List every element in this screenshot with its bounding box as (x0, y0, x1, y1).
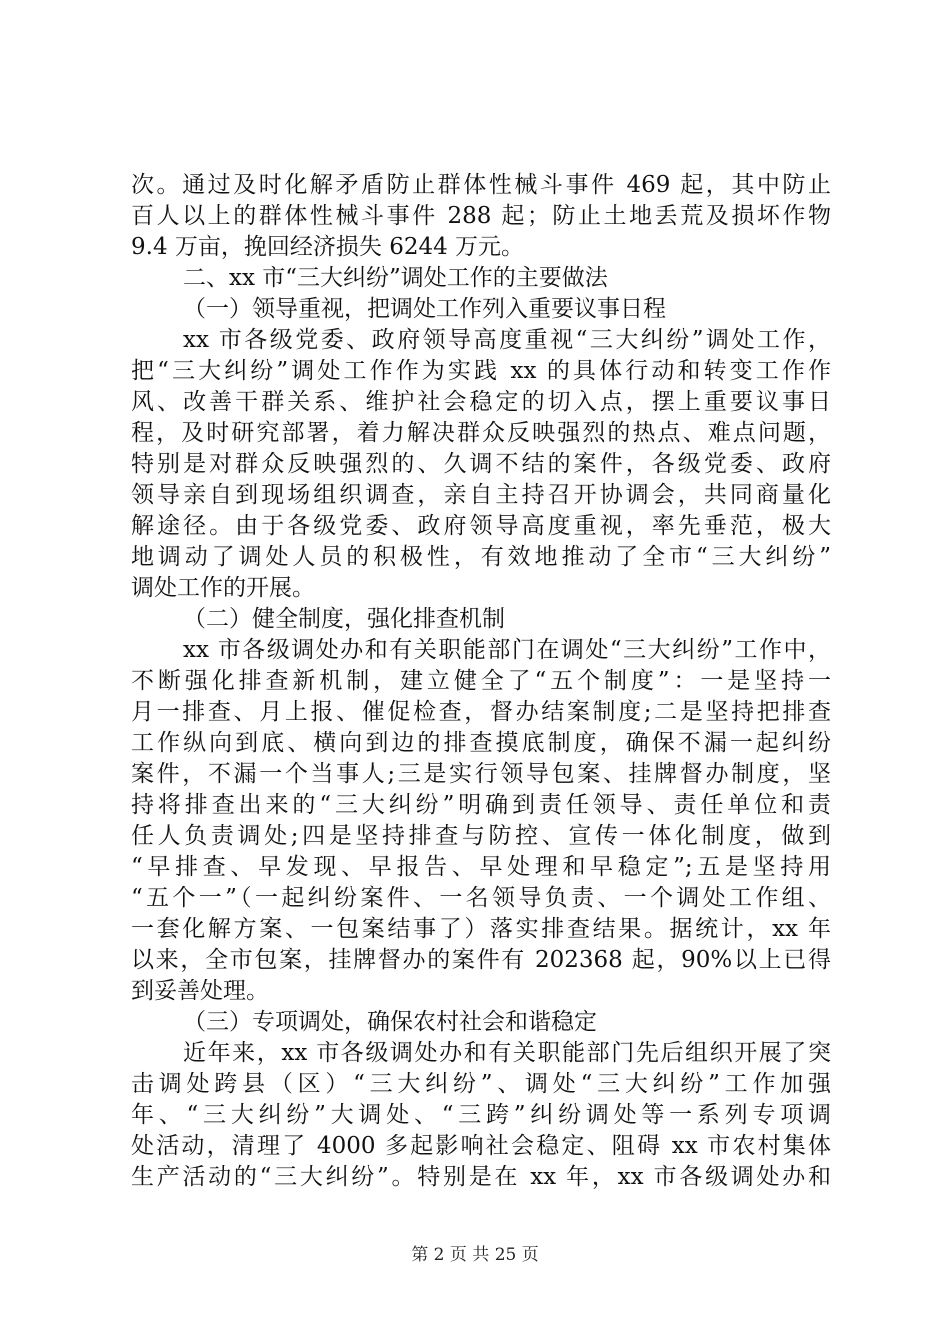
text-line: 解途径。由于各级党委、政府领导高度重视，率先垂范，极大 (131, 513, 831, 539)
text-line: 调处工作的开展。 (131, 575, 315, 601)
text-line: “早排查、早发现、早报告、早处理和早稳定”;五是坚持用 (131, 854, 831, 880)
text-line: 近年来，xx 市各级调处办和有关职能部门先后组织开展了突 (183, 1040, 831, 1066)
text-line: 把“三大纠纷”调处工作作为实践 xx 的具体行动和转变工作作 (131, 358, 831, 384)
page-footer: 第 2 页 共 25 页 (411, 1245, 539, 1265)
text-line: xx 市各级党委、政府领导高度重视“三大纠纷”调处工作， (183, 327, 831, 353)
text-line: 生产活动的“三大纠纷”。特别是在 xx 年，xx 市各级调处办和 (131, 1164, 831, 1190)
subsection-heading: （二）健全制度，强化排查机制 (183, 606, 505, 632)
text-line: 次。通过及时化解矛盾防止群体性械斗事件 469 起，其中防止 (131, 172, 831, 198)
text-line: 程，及时研究部署，着力解决群众反映强烈的热点、难点问题， (131, 420, 831, 446)
text-line: “五个一”（一起纠纷案件、一名领导负责、一个调处工作组、 (131, 885, 831, 911)
subsection-heading: （一）领导重视，把调处工作列入重要议事日程 (183, 296, 666, 322)
text-line: 任人负责调处;四是坚持排查与防控、宣传一体化制度，做到 (131, 823, 831, 849)
text-line: 一套化解方案、一包案结事了）落实排查结果。据统计，xx 年 (131, 916, 831, 942)
text-line: 特别是对群众反映强烈的、久调不结的案件，各级党委、政府 (131, 451, 831, 477)
text-line: 百人以上的群体性械斗事件 288 起；防止土地丢荒及损坏作物 (131, 203, 831, 229)
text-line: 不断强化排查新机制，建立健全了“五个制度”：一是坚持一 (131, 668, 831, 694)
text-line: 处活动，清理了 4000 多起影响社会稳定、阻碍 xx 市农村集体 (131, 1133, 831, 1159)
text-line: 持将排查出来的“三大纠纷”明确到责任领导、责任单位和责 (131, 792, 831, 818)
text-line: 击调处跨县（区）“三大纠纷”、调处“三大纠纷”工作加强 (131, 1071, 831, 1097)
text-line: 地调动了调处人员的积极性，有效地推动了全市“三大纠纷” (131, 544, 831, 570)
text-line: 以来，全市包案，挂牌督办的案件有 202368 起，90%以上已得 (131, 947, 831, 973)
text-line: 月一排查、月上报、催促检查，督办结案制度;二是坚持把排查 (131, 699, 831, 725)
text-line: xx 市各级调处办和有关职能部门在调处“三大纠纷”工作中， (183, 637, 831, 663)
text-line: 工作纵向到底、横向到边的排查摸底制度，确保不漏一起纠纷 (131, 730, 831, 756)
subsection-heading: （三）专项调处，确保农村社会和谐稳定 (183, 1009, 597, 1035)
text-line: 年、“三大纠纷”大调处、“三跨”纠纷调处等一系列专项调 (131, 1102, 831, 1128)
text-line: 到妥善处理。 (131, 978, 269, 1004)
section-heading: 二、xx 市“三大纠纷”调处工作的主要做法 (183, 265, 608, 291)
text-line: 风、改善干群关系、维护社会稳定的切入点，摆上重要议事日 (131, 389, 831, 415)
text-line: 领导亲自到现场组织调查，亲自主持召开协调会，共同商量化 (131, 482, 831, 508)
text-line: 9.4 万亩，挽回经济损失 6244 万元。 (131, 234, 525, 260)
text-line: 案件，不漏一个当事人;三是实行领导包案、挂牌督办制度，坚 (131, 761, 831, 787)
